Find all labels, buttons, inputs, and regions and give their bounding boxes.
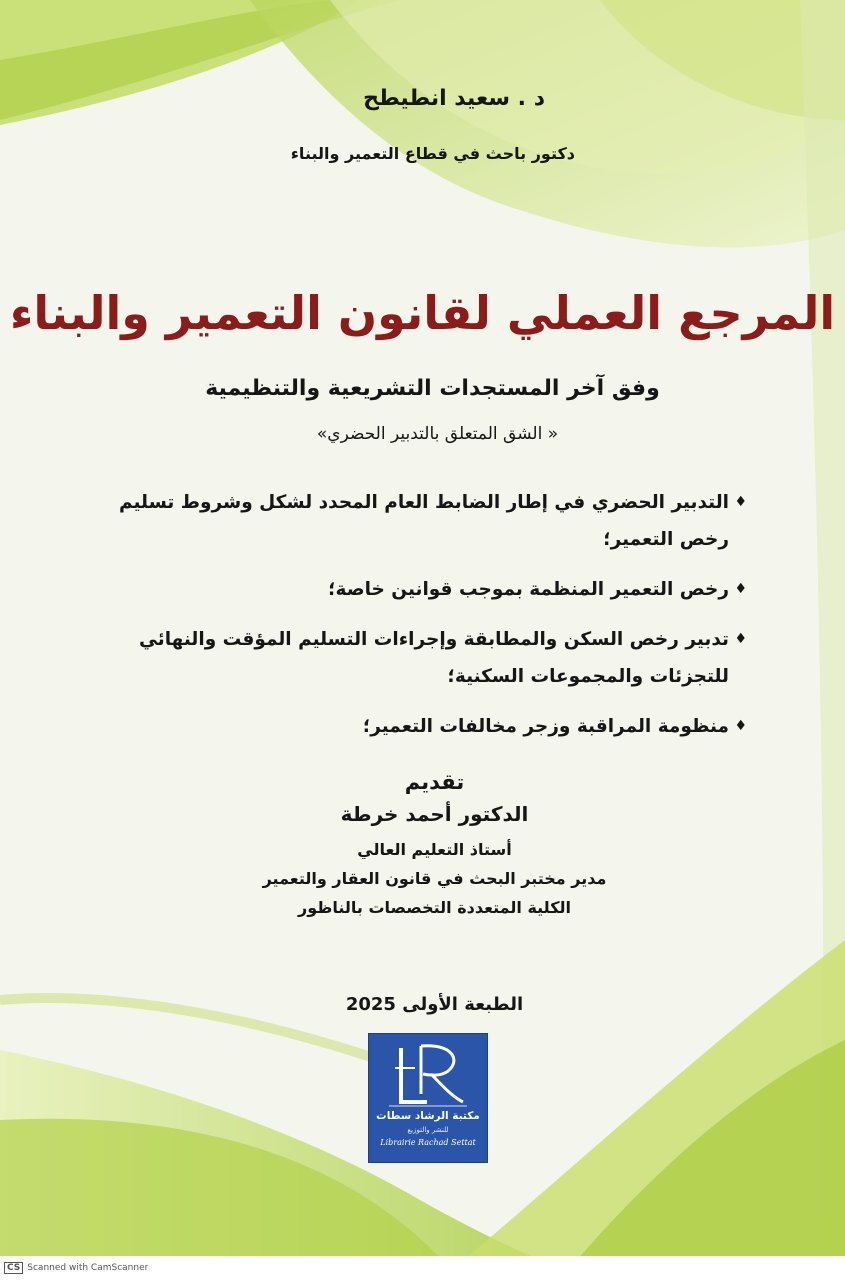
- list-item: [105, 571, 745, 608]
- list-item: [105, 621, 745, 695]
- publisher-tagline-ar: للنشر والتوزيع: [407, 1126, 449, 1134]
- camscanner-icon: CS: [4, 1262, 23, 1274]
- author-title: دكتور باحث في قطاع التعمير والبناء: [290, 144, 575, 163]
- scanner-text: Scanned with CamScanner: [27, 1263, 149, 1273]
- author-name: د . سعيد انطيطح: [363, 86, 545, 111]
- book-subtitle: وفق آخر المستجدات التشريعية والتنظيمية: [205, 376, 660, 401]
- preface-block: [0, 770, 845, 927]
- bullet-icon: ♦: [734, 718, 747, 734]
- bullet-icon: ♦: [734, 631, 747, 647]
- bullet-icon: ♦: [734, 581, 747, 597]
- preface-line: مدير مختبر البحث في قانون العقار والتعمير: [262, 869, 607, 888]
- book-title: المرجع العملي لقانون التعمير والبناء: [9, 286, 836, 340]
- topic-text: التدبير الحضري في إطار الضابط العام المحدد لشكل وشروط تسليم رخص التعمير؛: [118, 492, 729, 550]
- preface-author: الدكتور أحمد خرطة: [340, 802, 529, 826]
- book-part: « الشق المتعلق بالتدبير الحضري»: [316, 424, 559, 444]
- list-item: [105, 708, 745, 745]
- bullet-icon: ♦: [734, 494, 747, 510]
- list-item: [105, 484, 745, 558]
- preface-line: الكلية المتعددة التخصصات بالناظور: [298, 898, 571, 917]
- preface-label: تقديم: [404, 770, 465, 794]
- topic-text: منظومة المراقبة وزجر مخالفات التعمير؛: [362, 716, 729, 737]
- publisher-logo: [368, 1033, 488, 1163]
- topic-text: رخص التعمير المنظمة بموجب قوانين خاصة؛: [328, 579, 729, 600]
- preface-line: أستاذ التعليم العالي: [357, 840, 512, 859]
- topic-text: تدبير رخص السكن والمطابقة وإجراءات التسليم المؤقت والنهائي للتجزئات والمجموعات السكنية؛: [139, 629, 729, 687]
- scanner-watermark: [4, 1262, 148, 1274]
- topics-list: [105, 484, 745, 758]
- publisher-name-latin: Librairie Rachad Settat: [380, 1138, 476, 1147]
- publisher-name-ar: مكتبة الرشاد سطات: [376, 1110, 480, 1122]
- edition-label: الطبعة الأولى 2025: [345, 994, 524, 1015]
